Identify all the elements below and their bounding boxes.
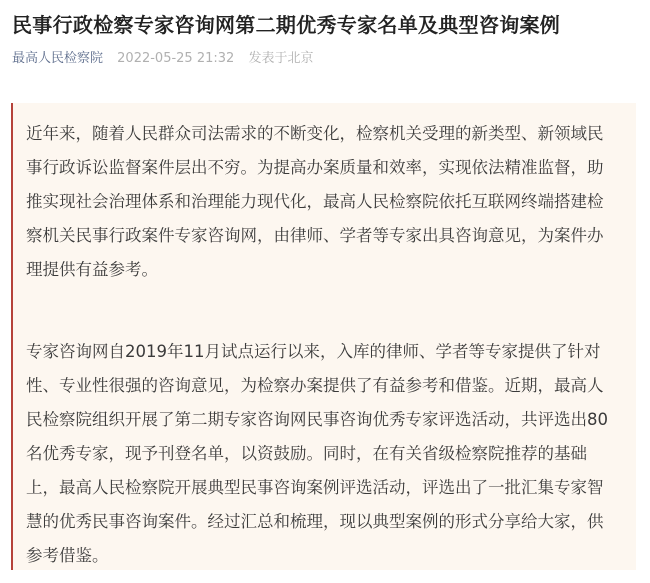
- text-line: 近年来，随着人民群众司法需求的不断变化，检察机关受理的新类型、新领域民: [26, 124, 604, 143]
- text-line: 察机关民事行政案件专家咨询网，由律师、学者等专家出具咨询意见，为案件办: [26, 226, 604, 245]
- publish-datetime: 2022-05-25 21:32: [117, 51, 235, 66]
- text-line: 上，最高人民检察院开展典型民事咨询案例评选活动，评选出了一批汇集专家智: [26, 478, 604, 497]
- text-line: 民检察院组织开展了第二期专家咨询网民事咨询优秀专家评选活动，共评选出80: [26, 410, 608, 429]
- text-line: 慧的优秀民事咨询案件。经过汇总和梳理，现以典型案例的形式分享给大家，供: [26, 512, 604, 531]
- article-title: 民事行政检察专家咨询网第二期优秀专家名单及典型咨询案例: [12, 13, 561, 37]
- paragraph: [26, 335, 608, 573]
- intro-quote-block: [11, 103, 636, 570]
- text-line: 名优秀专家，现予刊登名单，以资鼓励。同时，在有关省级检察院推荐的基础: [26, 444, 587, 463]
- text-line: 参考借鉴。: [26, 546, 109, 565]
- text-line: 理提供有益参考。: [26, 260, 158, 279]
- article-meta: [12, 47, 313, 66]
- publish-location: 发表于北京: [248, 51, 314, 66]
- text-line: 专家咨询网自2019年11月试点运行以来，入库的律师、学者等专家提供了针对: [26, 342, 601, 361]
- source-account-link[interactable]: 最高人民检察院: [12, 51, 104, 66]
- text-line: 推实现社会治理体系和治理能力现代化，最高人民检察院依托互联网终端搭建检: [26, 192, 604, 211]
- text-line: 性、专业性很强的咨询意见，为检察办案提供了有益参考和借鉴。近期，最高人: [26, 376, 604, 395]
- text-line: 事行政诉讼监督案件层出不穷。为提高办案质量和效率，实现依法精准监督，助: [26, 158, 604, 177]
- paragraph: [26, 117, 604, 287]
